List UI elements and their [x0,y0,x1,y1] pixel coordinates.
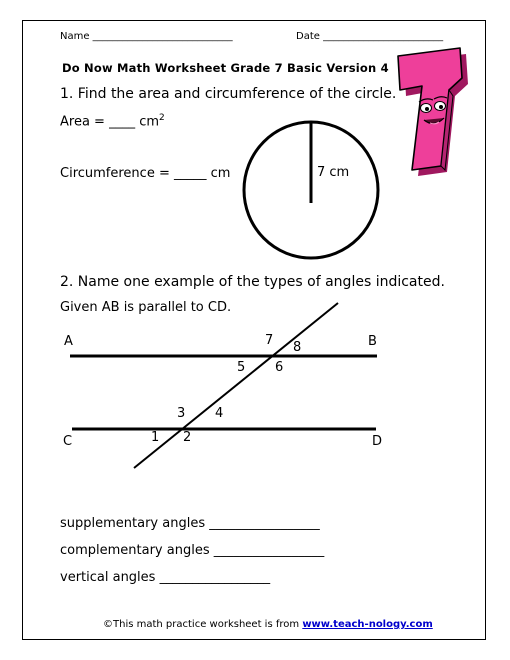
footer-credit [103,619,433,630]
name-line: Name ____________________________ [60,31,233,42]
question-2-prompt: 2. Name one example of the types of angles indicated. [60,274,445,290]
complementary-answer-line: complementary angles _________________ [60,543,325,558]
point-c-label: C [63,434,73,449]
given-statement: Given AB is parallel to CD. [60,300,232,315]
radius-label: 7 cm [317,165,350,180]
point-b-label: B [368,334,377,349]
worksheet-title: Do Now Math Worksheet Grade 7 Basic Version 4 [62,61,389,75]
angle-5-label: 5 [237,360,246,375]
angle-4-label: 4 [215,406,224,421]
angle-8-label: 8 [293,340,302,355]
angle-6-label: 6 [275,360,284,375]
circumference-line: Circumference = _____ cm [60,166,231,181]
footer-link[interactable]: www.teach-nology.com [302,619,433,630]
area-prefix: Area = ____ cm [60,114,160,130]
question-1-prompt: 1. Find the area and circumference of the circle. [60,86,397,102]
date-line: Date ________________________ [296,31,444,42]
transversal-line [134,303,338,468]
angle-1-label: 1 [151,430,160,445]
footer-text: ©This math practice worksheet is from [103,619,303,630]
supplementary-answer-line: supplementary angles _________________ [60,516,320,531]
area-exponent: 2 [159,113,165,123]
point-a-label: A [64,334,73,349]
angle-3-label: 3 [177,406,186,421]
vertical-answer-line: vertical angles _________________ [60,570,271,585]
angle-2-label: 2 [183,430,192,445]
point-d-label: D [372,434,383,449]
angle-7-label: 7 [265,333,274,348]
